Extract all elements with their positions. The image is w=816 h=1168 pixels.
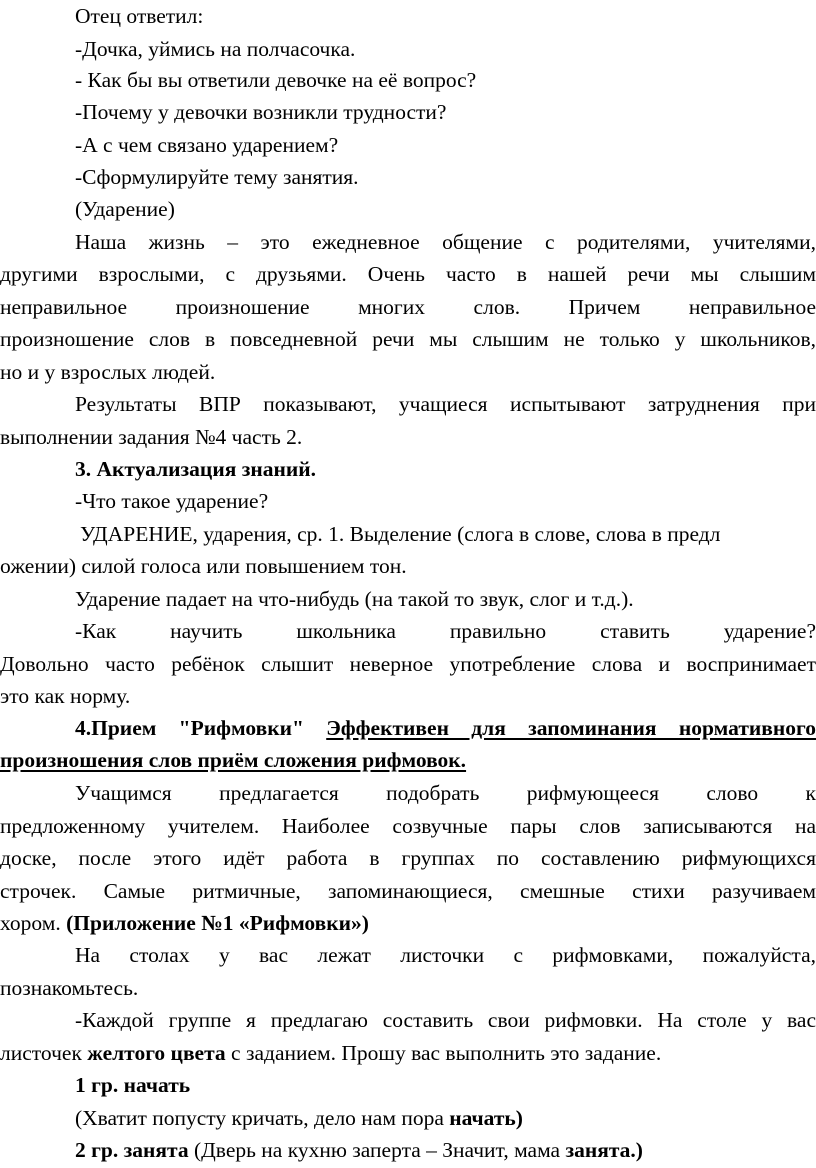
paragraph-line (0, 972, 816, 1006)
text-run: предложенному учителем. Наиболее созвучные пары слов записываются на (0, 814, 816, 838)
paragraph-line (0, 258, 816, 292)
paragraph-line (75, 1102, 816, 1136)
text-run: УДАРЕНИЕ, ударения, ср. 1. Выделение (слога в слове, слова в предл (80, 522, 721, 546)
text-run: познакомьтесь. (0, 976, 139, 1000)
text-run: Отец ответил: (75, 4, 204, 28)
text-run: -Сформулируйте тему занятия. (75, 165, 359, 189)
paragraph-line (0, 907, 816, 941)
paragraph-line (0, 550, 816, 584)
text-run: другими взрослыми, с друзьями. Очень часто в нашей речи мы слышим (0, 262, 816, 286)
text-run: -А с чем связано ударением? (75, 133, 339, 157)
paragraph-line (75, 33, 816, 67)
bold-text: 1 гр. начать (75, 1073, 191, 1097)
text-run: На столах у вас лежат листочки с рифмовками, пожалуйста, (75, 943, 816, 967)
paragraph-line (75, 388, 816, 422)
text-run: это как норму. (0, 684, 131, 708)
bold-text: произношения слов приём сложения рифмовок. (0, 748, 467, 772)
paragraph-line (0, 875, 816, 909)
group-heading (75, 1069, 816, 1103)
text-run: доске, после этого идёт работа в группах по составлению рифмующихся (0, 846, 816, 870)
paragraph-line (75, 777, 816, 811)
bold-text: занята.) (565, 1138, 643, 1162)
text-run: Ударение падает на что-нибудь (на такой то звук, слог и т.д.). (75, 587, 634, 611)
paragraph-line (75, 193, 816, 227)
paragraph-line (75, 615, 816, 649)
text-run: но и у взрослых людей. (0, 360, 216, 384)
text-run: Наша жизнь – это ежедневное общение с родителями, учителями, (75, 230, 816, 254)
paragraph-line (0, 421, 816, 455)
text-run: неправильное произношение многих слов. Причем неправильное (0, 295, 816, 319)
section-heading (75, 712, 816, 746)
text-run: -Каждой группе я предлагаю составить свои рифмовки. На столе у вас (75, 1008, 816, 1032)
bold-text: желтого цвета (87, 1041, 226, 1065)
paragraph-line (0, 1037, 816, 1071)
paragraph-line (75, 1004, 816, 1038)
paragraph-line (75, 939, 816, 973)
text-run: произношение слов в повседневной речи мы слышим не только у школьников, (0, 327, 816, 351)
text-run: выполнении задания №4 часть 2. (0, 425, 303, 449)
text-run: -Что такое ударение? (75, 489, 269, 513)
bold-text: начать) (449, 1106, 523, 1130)
paragraph-line (0, 680, 816, 714)
text-run: - Как бы вы ответили девочке на её вопрос? (75, 68, 477, 92)
text-run: ожении) силой голоса или повышением тон. (0, 554, 407, 578)
section-heading (75, 453, 816, 487)
paragraph-line (75, 161, 816, 195)
paragraph-line (0, 810, 816, 844)
paragraph-line (0, 291, 816, 325)
paragraph-line (75, 1134, 816, 1168)
text-run: -Почему у девочки возникли трудности? (75, 100, 447, 124)
bold-text: 4.Прием "Рифмовки" (75, 716, 327, 740)
paragraph-line (80, 518, 816, 552)
text-run: строчек. Самые ритмичные, запоминающиеся, смешные стихи разучиваем (0, 879, 816, 903)
paragraph-line (75, 129, 816, 163)
text-run: (Дверь на кухню заперта – Значит, мама (188, 1138, 566, 1162)
text-run: Результаты ВПР показывают, учащиеся испытывают затруднения при (75, 392, 816, 416)
paragraph-line (0, 356, 816, 390)
paragraph-line (75, 96, 816, 130)
paragraph-line (0, 323, 816, 357)
text-run: с заданием. Прошу вас выполнить это задание. (225, 1041, 662, 1065)
paragraph-line (75, 0, 816, 34)
paragraph-line (75, 485, 816, 519)
paragraph-line (0, 648, 816, 682)
paragraph-line (75, 64, 816, 98)
text-run: -Как научить школьника правильно ставить ударение? (75, 619, 816, 643)
text-run: (Ударение) (75, 197, 175, 221)
text-run: хором. (0, 911, 67, 935)
text-run: Довольно часто ребёнок слышит неверное употребление слова и воспринимает (0, 652, 816, 676)
paragraph-line (75, 583, 816, 617)
text-run: Учащимся предлагается подобрать рифмующееся слово к (75, 781, 816, 805)
bold-text: Эффективен для запоминания нормативного (326, 716, 816, 740)
bold-text: 3. Актуализация знаний. (75, 457, 317, 481)
section-heading (0, 744, 816, 778)
bold-text: 2 гр. занята (75, 1138, 189, 1162)
paragraph-line (75, 226, 816, 260)
text-run: -Дочка, уймись на полчасочка. (75, 37, 356, 61)
text-run: листочек (0, 1041, 88, 1065)
text-run: (Хватит попусту кричать, дело нам пора (75, 1106, 450, 1130)
bold-text: (Приложение №1 «Рифмовки») (66, 911, 369, 935)
paragraph-line (0, 842, 816, 876)
